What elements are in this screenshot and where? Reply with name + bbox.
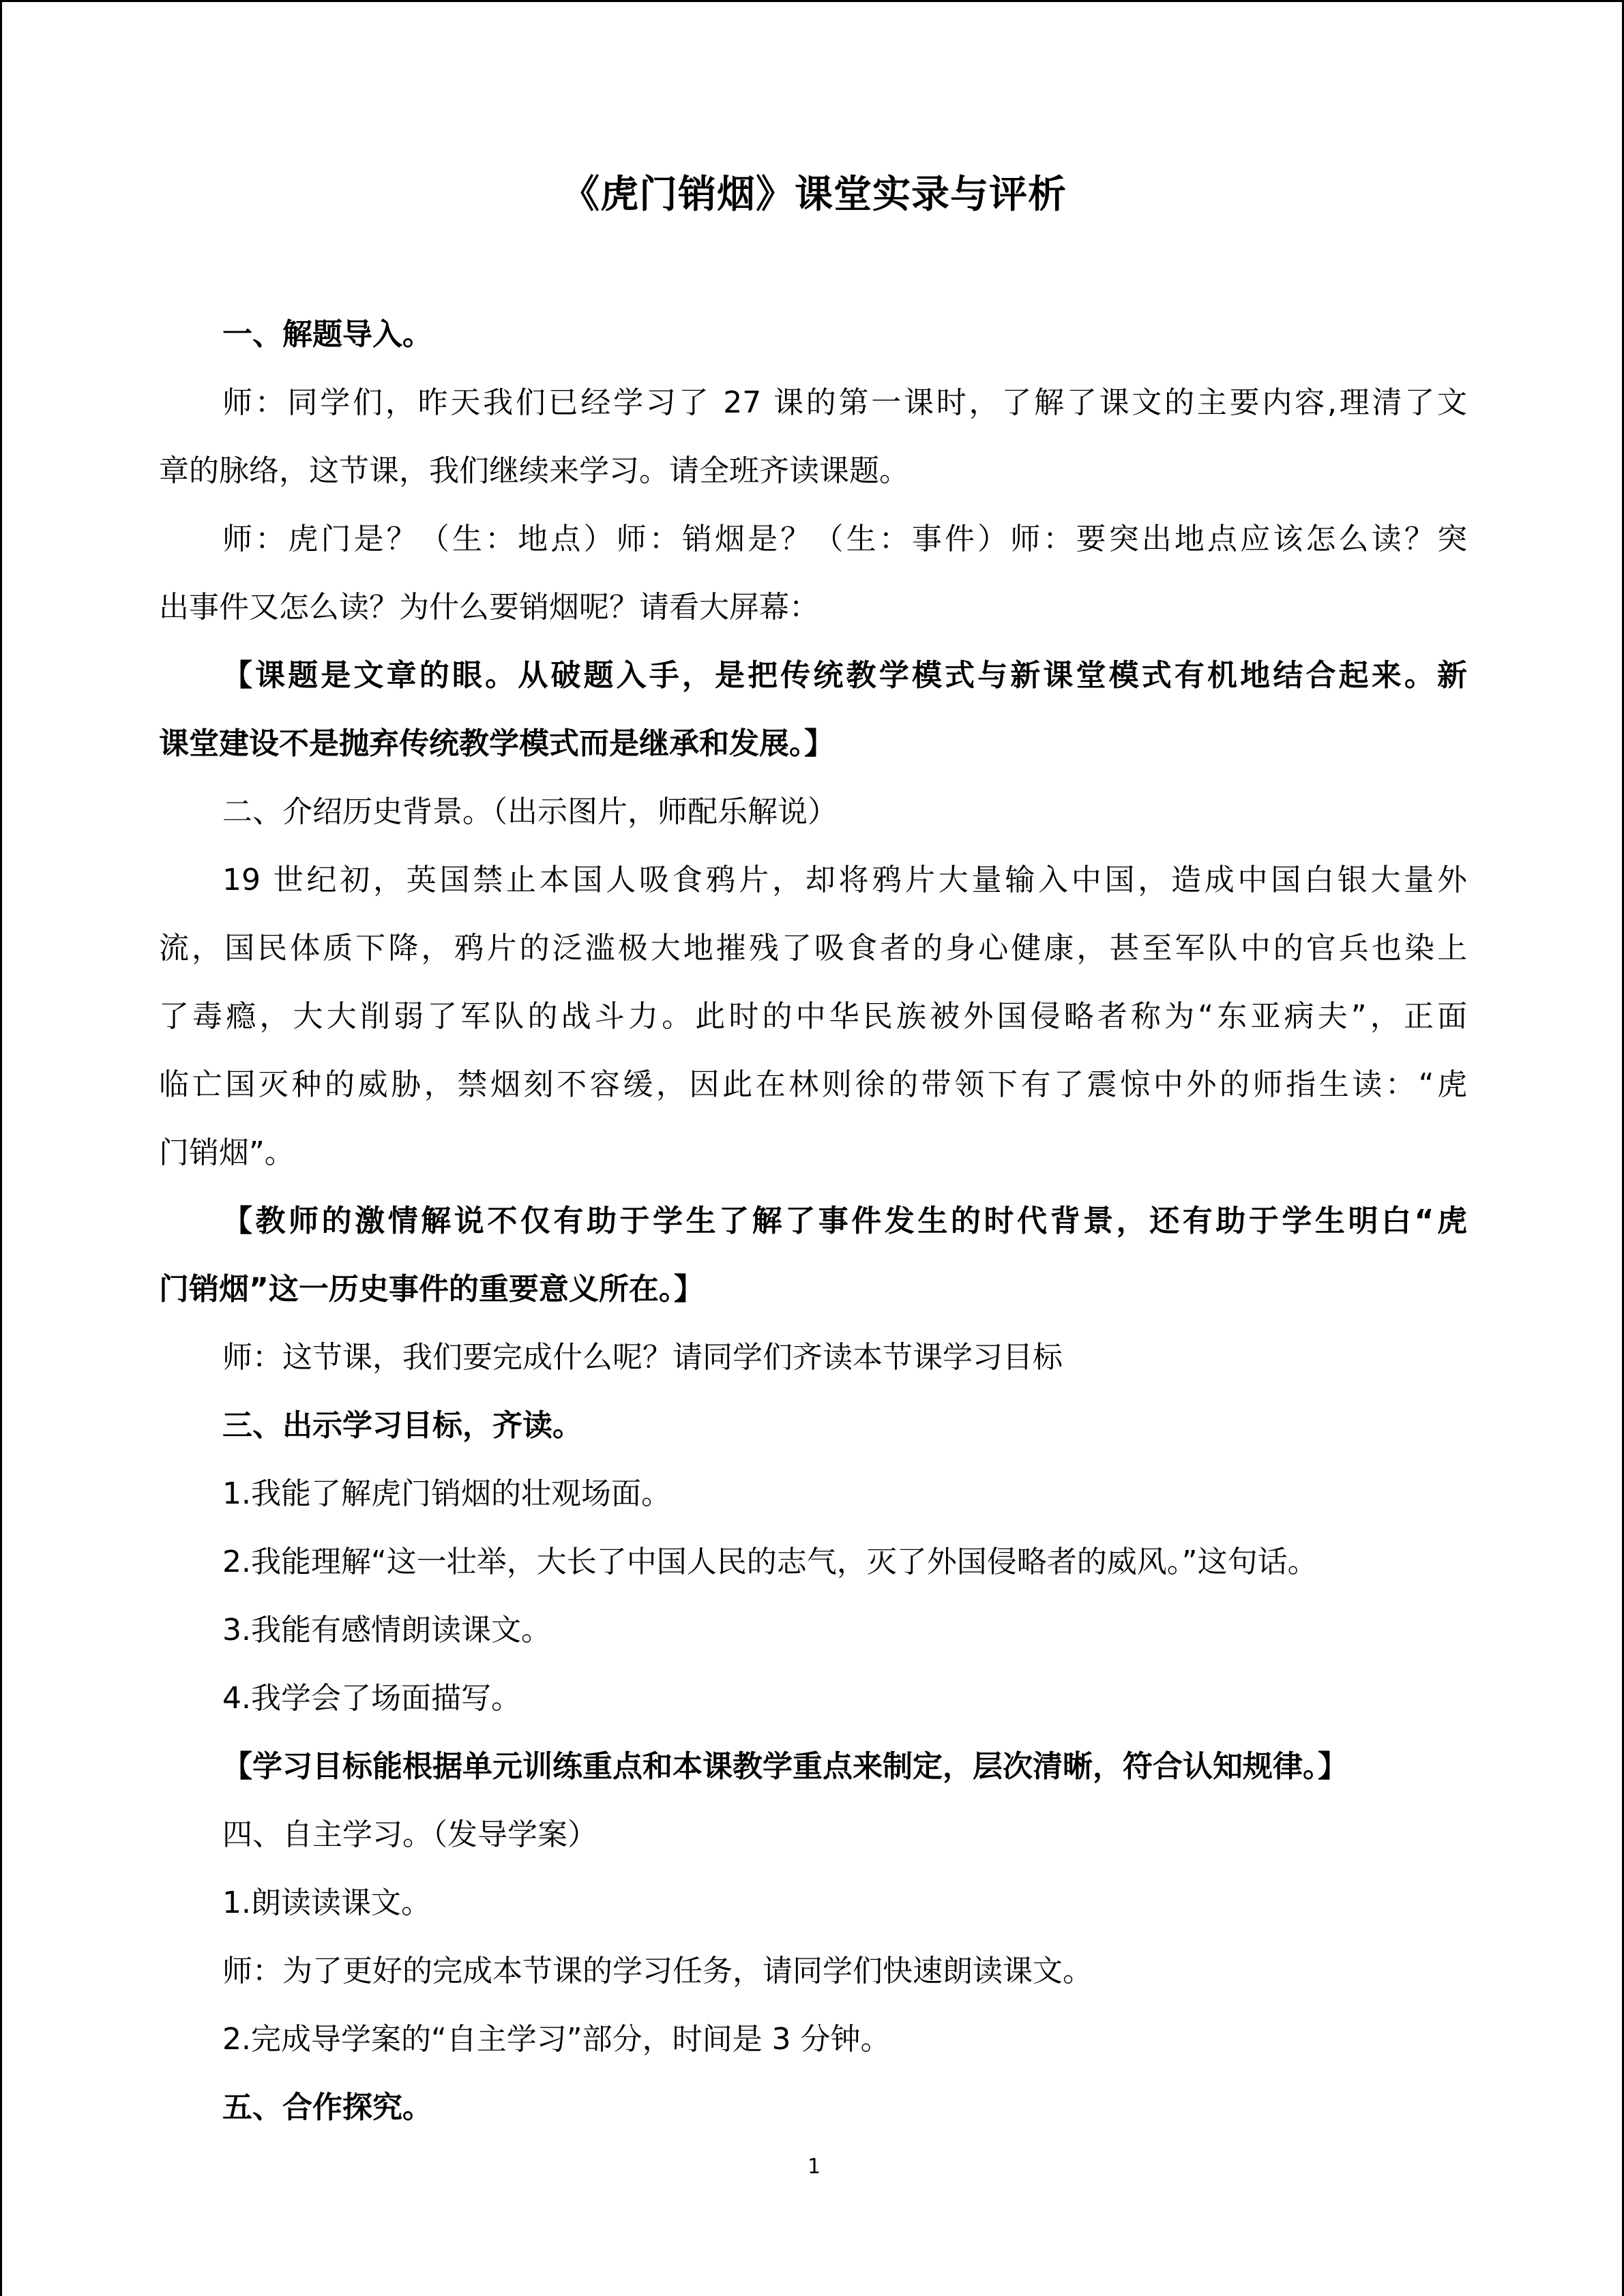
page-number: 1: [807, 2155, 821, 2179]
text-line: 1.我能了解虎门销烟的壮观场面。: [222, 1476, 671, 1511]
text-line: 流，国民体质下降，鸦片的泛滥极大地摧残了吸食者的身心健康，甚至军队中的官兵也染上: [159, 931, 1467, 966]
text-line: 门销烟”。: [159, 1135, 295, 1170]
text-line: 四、自主学习。（发导学案）: [222, 1817, 597, 1852]
document-title: 《虎门销烟》课堂实录与评析: [561, 173, 1067, 217]
text-line: 【学习目标能根据单元训练重点和本课教学重点来制定，层次清晰，符合认知规律。】: [222, 1749, 1348, 1784]
text-line: 三、出示学习目标，齐读。: [222, 1408, 582, 1443]
text-line: 课堂建设不是抛弃传统教学模式而是继承和发展。】: [159, 726, 834, 761]
text-line: 一、解题导入。: [222, 317, 432, 352]
text-line: 师：虎门是？（生：地点）师：销烟是？（生：事件）师：要突出地点应该怎么读？突: [222, 522, 1467, 556]
text-line: 二、介绍历史背景。（出示图片，师配乐解说）: [222, 794, 838, 829]
text-line: 师：为了更好的完成本节课的学习任务，请同学们快速朗读课文。: [222, 1954, 1093, 1988]
text-line: 了毒瘾，大大削弱了军队的战斗力。此时的中华民族被外国侵略者称为“东亚病夫”，正面: [159, 999, 1467, 1034]
document-body: [159, 301, 1467, 2142]
text-line: 1.朗读读课文。: [222, 1885, 431, 1920]
text-line: 【教师的激情解说不仅有助于学生了解了事件发生的时代背景，还有助于学生明白“虎: [222, 1204, 1467, 1238]
text-line: 出事件又怎么读？为什么要销烟呢？请看大屏幕：: [159, 590, 819, 625]
text-line: 2.完成导学案的“自主学习”部分，时间是 3 分钟。: [222, 2022, 891, 2057]
text-line: 师：同学们，昨天我们已经学习了 27 课的第一课时，了解了课文的主要内容,理清了文: [222, 385, 1467, 420]
text-line: 章的脉络，这节课，我们继续来学习。请全班齐读课题。: [159, 453, 909, 488]
text-line: 门销烟”这一历史事件的重要意义所在。】: [159, 1272, 704, 1307]
text-line: 4.我学会了场面描写。: [222, 1681, 521, 1716]
text-line: 师：这节课，我们要完成什么呢？请同学们齐读本节课学习目标: [222, 1340, 1063, 1375]
text-line: 2.我能理解“这一壮举，大长了中国人民的志气，灭了外国侵略者的威风。”这句话。: [222, 1545, 1318, 1579]
text-line: 【课题是文章的眼。从破题入手，是把传统教学模式与新课堂模式有机地结合起来。新: [222, 658, 1467, 693]
text-line: 19 世纪初，英国禁止本国人吸食鸦片，却将鸦片大量输入中国，造成中国白银大量外: [222, 863, 1467, 897]
text-line: 3.我能有感情朗读课文。: [222, 1613, 551, 1648]
text-line: 临亡国灭种的威胁，禁烟刻不容缓，因此在林则徐的带领下有了震惊中外的师指生读：“虎: [159, 1067, 1467, 1102]
text-line: 五、合作探究。: [222, 2090, 432, 2125]
